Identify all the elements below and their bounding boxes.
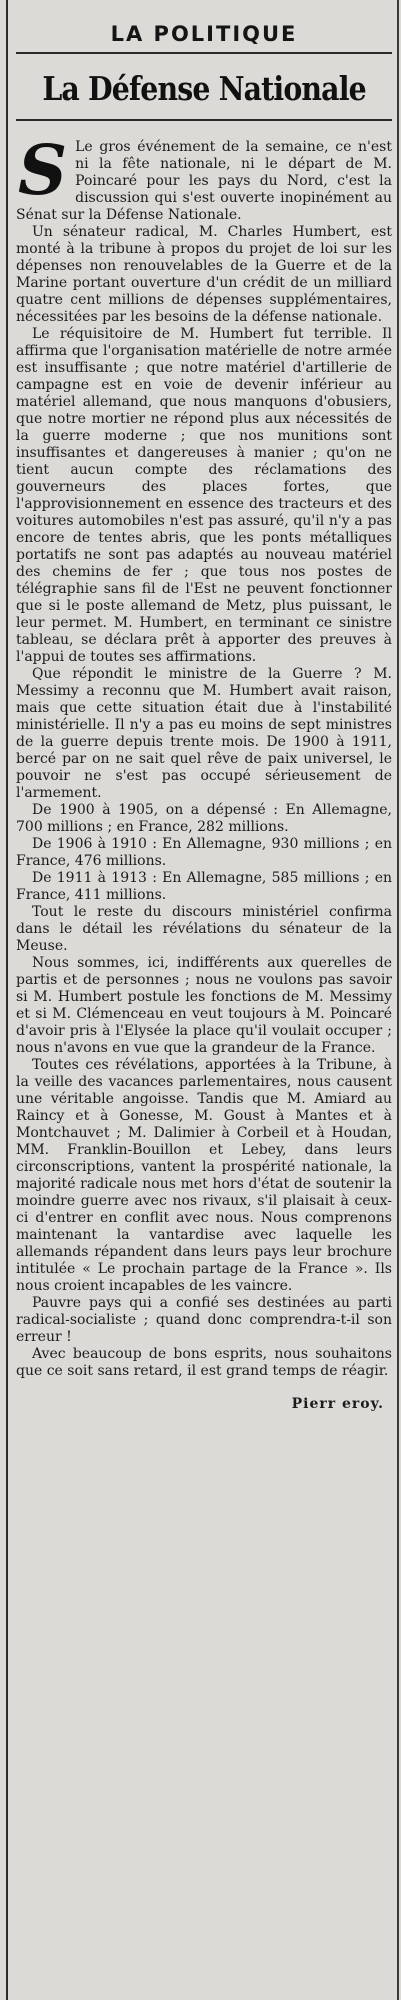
column-rule-right (397, 0, 399, 2000)
author-signature: Pierr eroy. (291, 1396, 384, 1412)
article-paragraph: Toutes ces révélations, apportées à la Tribune, à la veille des vacances parlementaires, nous causent une véritable angoisse. Tandis que M. Amiard au Raincy et à Gonesse, M. Goust à Mantes et à Montchauvet ; M. Dalimier à Corbeil et à Houdan, MM. Franklin-Bouillon et Lebey, dans leurs circonscriptions, vantent la prospérité nationale, la majorité radicale nous met hors d'état de soutenir la moindre guerre avec nos rivaux, s'il plaisait à ceux-ci d'entrer en conflit avec nous. Nous comprenons maintenant la vantardise avec laquelle les allemands répandent dans leurs pays leur brochure intitulée « Le prochain partage de la France ». Ils nous croient incapables de les vaincre. (16, 1057, 392, 1294)
article-paragraph: De 1906 à 1910 : En Allemagne, 930 millions ; en France, 476 millions. (16, 836, 392, 869)
section-divider (16, 52, 392, 54)
article-paragraph: Nous sommes, ici, indifférents aux querelles de partis et de personnes ; nous ne voulons pas savoir si M. Humbert postule les fonctions de M. Messimy et si M. Clémenceau en veut toujours à M. Poincaré d'avoir pris à l'Elysée la place qu'il voulait occuper ; nous n'avons en vue que la grandeur de la France. (16, 955, 392, 1056)
article-paragraph: De 1900 à 1905, on a dépensé : En Allemagne, 700 millions ; en France, 282 millions. (16, 802, 392, 835)
article-paragraph: Avec beaucoup de bons esprits, nous souhaitons que ce soit sans retard, il est grand temps de réagir. (16, 1346, 392, 1379)
article-headline: La Défense Nationale (42, 69, 366, 108)
article-paragraph: De 1911 à 1913 : En Allemagne, 585 millions ; en France, 411 millions. (16, 870, 392, 903)
paragraph-text: Le gros événement de la semaine, ce n'est ni la fête nationale, ni le départ de M. Poincaré pour les pays du Nord, c'est la discussion qui s'est ouverte inopinément au Sénat sur la Défense Nationale. (16, 139, 392, 223)
section-rubric: LA POLITIQUE (110, 22, 298, 46)
article-column (16, 0, 392, 1412)
article-paragraph: Que répondit le ministre de la Guerre ? M. Messimy a reconnu que M. Humbert avait raison, mais que cette situation était due à l'instabilité ministérielle. Il n'y a pas eu moins de sept ministres de la guerre depuis trente mois. De 1900 à 1911, bercé par on ne sait quel rêve de paix universel, le pouvoir ne s'est pas occupé sérieusement de l'armement. (16, 666, 392, 801)
article-body (16, 131, 392, 1380)
drop-cap-letter: S (18, 131, 68, 211)
article-paragraph: Tout le reste du discours ministériel confirma dans le détail les révélations du sénateur de la Meuse. (16, 904, 392, 954)
article-paragraph: Pauvre pays qui a confié ses destinées au parti radical-socialiste ; quand donc comprendra-t-il son erreur ! (16, 1295, 392, 1345)
article-paragraph: Un sénateur radical, M. Charles Humbert, est monté à la tribune à propos du projet de loi sur les dépenses non renouvelables de la Guerre et de la Marine portant ouverture d'un crédit de un milliard quatre cent millions de dépenses supplémentaires, nécessitées par les besoins de la défense nationale. (16, 224, 392, 325)
article-paragraph: Le réquisitoire de M. Humbert fut terrible. Il affirma que l'organisation matérielle de notre armée est insuffisante ; que notre matériel d'artillerie de campagne est en voie de devenir inférieur au matériel allemand, que nous manquons d'obusiers, que notre mortier ne répond plus aux nécessités de la guerre moderne ; que nos munitions sont insuffisantes et dangereuses à manier ; qu'on ne tient aucun compte des réclamations des gouverneurs des places fortes, que l'approvisionnement en essence des tracteurs et des voitures automobiles n'est pas assuré, qu'il n'y a pas encore de tentes abris, que les ponts métalliques portatifs ne sont pas adaptés au nouveau matériel des chemins de fer ; que tous nos postes de télégraphie sans fil de l'Est ne peuvent fonctionner que si le poste allemand de Metz, plus puissant, le leur permet. M. Humbert, en terminant ce sinistre tableau, se déclara prêt à apporter des preuves à l'appui de toutes ses affirmations. (16, 326, 392, 665)
article-paragraph (16, 131, 392, 224)
column-rule-left (6, 0, 8, 2000)
headline-divider (16, 119, 392, 121)
